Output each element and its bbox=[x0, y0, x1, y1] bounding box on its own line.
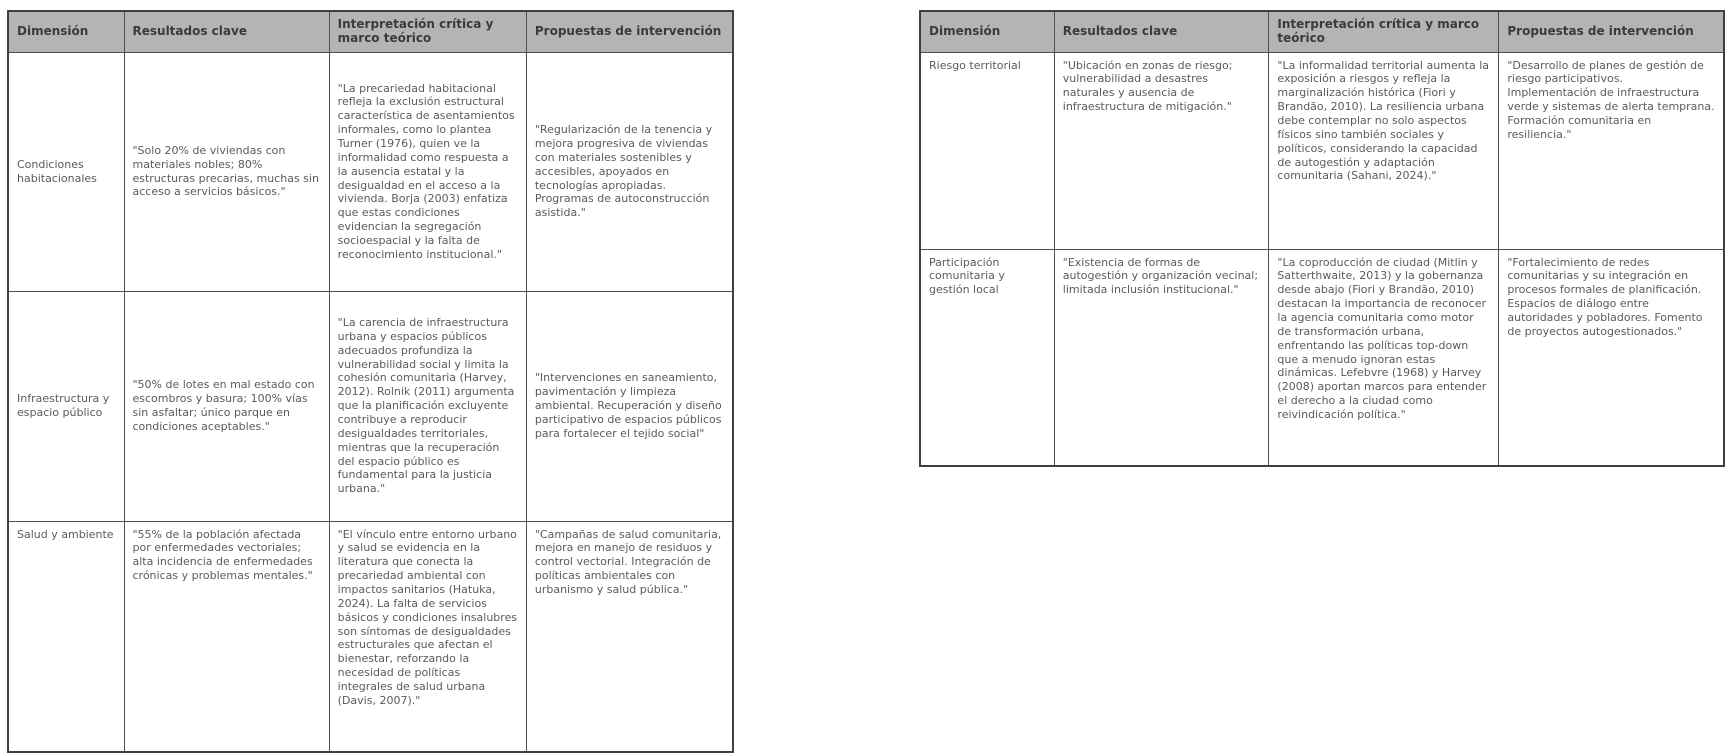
header-row bbox=[920, 11, 1724, 52]
cell-propuestas: "Campañas de salud comunitaria, mejora en manejo de residuos y control vectorial. Integración de políticas ambientales con urbanismo y salud pública." bbox=[526, 521, 733, 752]
header-cell-resultados: Resultados clave bbox=[1054, 11, 1269, 52]
header-cell-dimension: Dimensión bbox=[920, 11, 1054, 52]
cell-resultados: "50% de lotes en mal estado con escombros y basura; 100% vías sin asfaltar; único parque en condiciones aceptables." bbox=[124, 291, 329, 521]
cell-interpretacion: "La coproducción de ciudad (Mitlin y Satterthwaite, 2013) y la gobernanza desde abajo (Fiori y Brandão, 2010) destacan la importancia de reconocer la agencia comunitaria como motor de transformación urbana, enfrentando las políticas top-down que a menudo ignoran estas dinámicas. Lefebvre (1968) y Harvey (2008) aportan marcos para entender el derecho a la ciudad como reivindicación política." bbox=[1269, 249, 1499, 466]
cell-interpretacion: "El vínculo entre entorno urbano y salud se evidencia en la literatura que conecta la precariedad ambiental con impactos sanitarios (Hatuka, 2024). La falta de servicios básicos y condiciones insalubres son síntomas de desigualdades estructurales que afectan el bienestar, reforzando la necesidad de políticas integrales de salud urbana (Davis, 2007)." bbox=[329, 521, 526, 752]
cell-resultados: "55% de la población afectada por enfermedades vectoriales; alta incidencia de enfermedades crónicas y problemas mentales." bbox=[124, 521, 329, 752]
table-row-riesgo-territorial bbox=[920, 52, 1724, 249]
cell-interpretacion: "La informalidad territorial aumenta la exposición a riesgos y refleja la marginalización histórica (Fiori y Brandão, 2010). La resiliencia urbana debe contemplar no solo aspectos físicos sino también sociales y políticos, considerando la capacidad de autogestión y adaptación comunitaria (Sahani, 2024)." bbox=[1269, 52, 1499, 249]
header-cell-dimension: Dimensión bbox=[8, 11, 124, 52]
header-cell-interpretacion: Interpretación crítica y marco teórico bbox=[1269, 11, 1499, 52]
cell-interpretacion: "La precariedad habitacional refleja la exclusión estructural característica de asentamientos informales, como lo plantea Turner (1976), quien ve la informalidad como respuesta a la ausencia estatal y la desigualdad en el acceso a la vivienda. Borja (2003) enfatiza que estas condiciones evidencian la segregación socioespacial y la falta de reconocimiento institucional." bbox=[329, 52, 526, 291]
header-cell-interpretacion: Interpretación crítica y marco teórico bbox=[329, 11, 526, 52]
cell-propuestas: "Intervenciones en saneamiento, pavimentación y limpieza ambiental. Recuperación y diseño participativo de espacios públicos para fortalecer el tejido social" bbox=[526, 291, 733, 521]
table-row-infraestructura-espacio-publico bbox=[8, 291, 733, 521]
header-row bbox=[8, 11, 733, 52]
cell-resultados: "Solo 20% de viviendas con materiales nobles; 80% estructuras precarias, muchas sin acceso a servicios básicos." bbox=[124, 52, 329, 291]
table-right-container bbox=[919, 10, 1725, 467]
cell-resultados: "Ubicación en zonas de riesgo; vulnerabilidad a desastres naturales y ausencia de infraestructura de mitigación." bbox=[1054, 52, 1269, 249]
table-dimensiones-urbanas-1 bbox=[7, 10, 734, 753]
cell-dimension: Salud y ambiente bbox=[8, 521, 124, 752]
cell-propuestas: "Desarrollo de planes de gestión de riesgo participativos. Implementación de infraestructura verde y sistemas de alerta temprana. Formación comunitaria en resiliencia." bbox=[1499, 52, 1724, 249]
table-left-container bbox=[7, 10, 734, 753]
cell-propuestas: "Regularización de la tenencia y mejora progresiva de viviendas con materiales sostenibles y accesibles, apoyados en tecnologías apropiadas. Programas de autoconstrucción asistida." bbox=[526, 52, 733, 291]
cell-dimension: Participación comunitaria y gestión local bbox=[920, 249, 1054, 466]
table-row-participacion-comunitaria bbox=[920, 249, 1724, 466]
cell-resultados: "Existencia de formas de autogestión y organización vecinal; limitada inclusión institucional." bbox=[1054, 249, 1269, 466]
cell-dimension: Riesgo territorial bbox=[920, 52, 1054, 249]
table-dimensiones-urbanas-2 bbox=[919, 10, 1725, 467]
cell-dimension: Condiciones habitacionales bbox=[8, 52, 124, 291]
header-cell-propuestas: Propuestas de intervención bbox=[1499, 11, 1724, 52]
header-cell-resultados: Resultados clave bbox=[124, 11, 329, 52]
table-row-salud-ambiente bbox=[8, 521, 733, 752]
table-row-condiciones-habitacionales bbox=[8, 52, 733, 291]
cell-interpretacion: "La carencia de infraestructura urbana y espacios públicos adecuados profundiza la vulnerabilidad social y limita la cohesión comunitaria (Harvey, 2012). Rolnik (2011) argumenta que la planificación excluyente contribuye a reproducir desigualdades territoriales, mientras que la recuperación del espacio público es fundamental para la justicia urbana." bbox=[329, 291, 526, 521]
cell-dimension: Infraestructura y espacio público bbox=[8, 291, 124, 521]
cell-propuestas: "Fortalecimiento de redes comunitarias y su integración en procesos formales de planificación. Espacios de diálogo entre autoridades y pobladores. Fomento de proyectos autogestionados." bbox=[1499, 249, 1724, 466]
header-cell-propuestas: Propuestas de intervención bbox=[526, 11, 733, 52]
